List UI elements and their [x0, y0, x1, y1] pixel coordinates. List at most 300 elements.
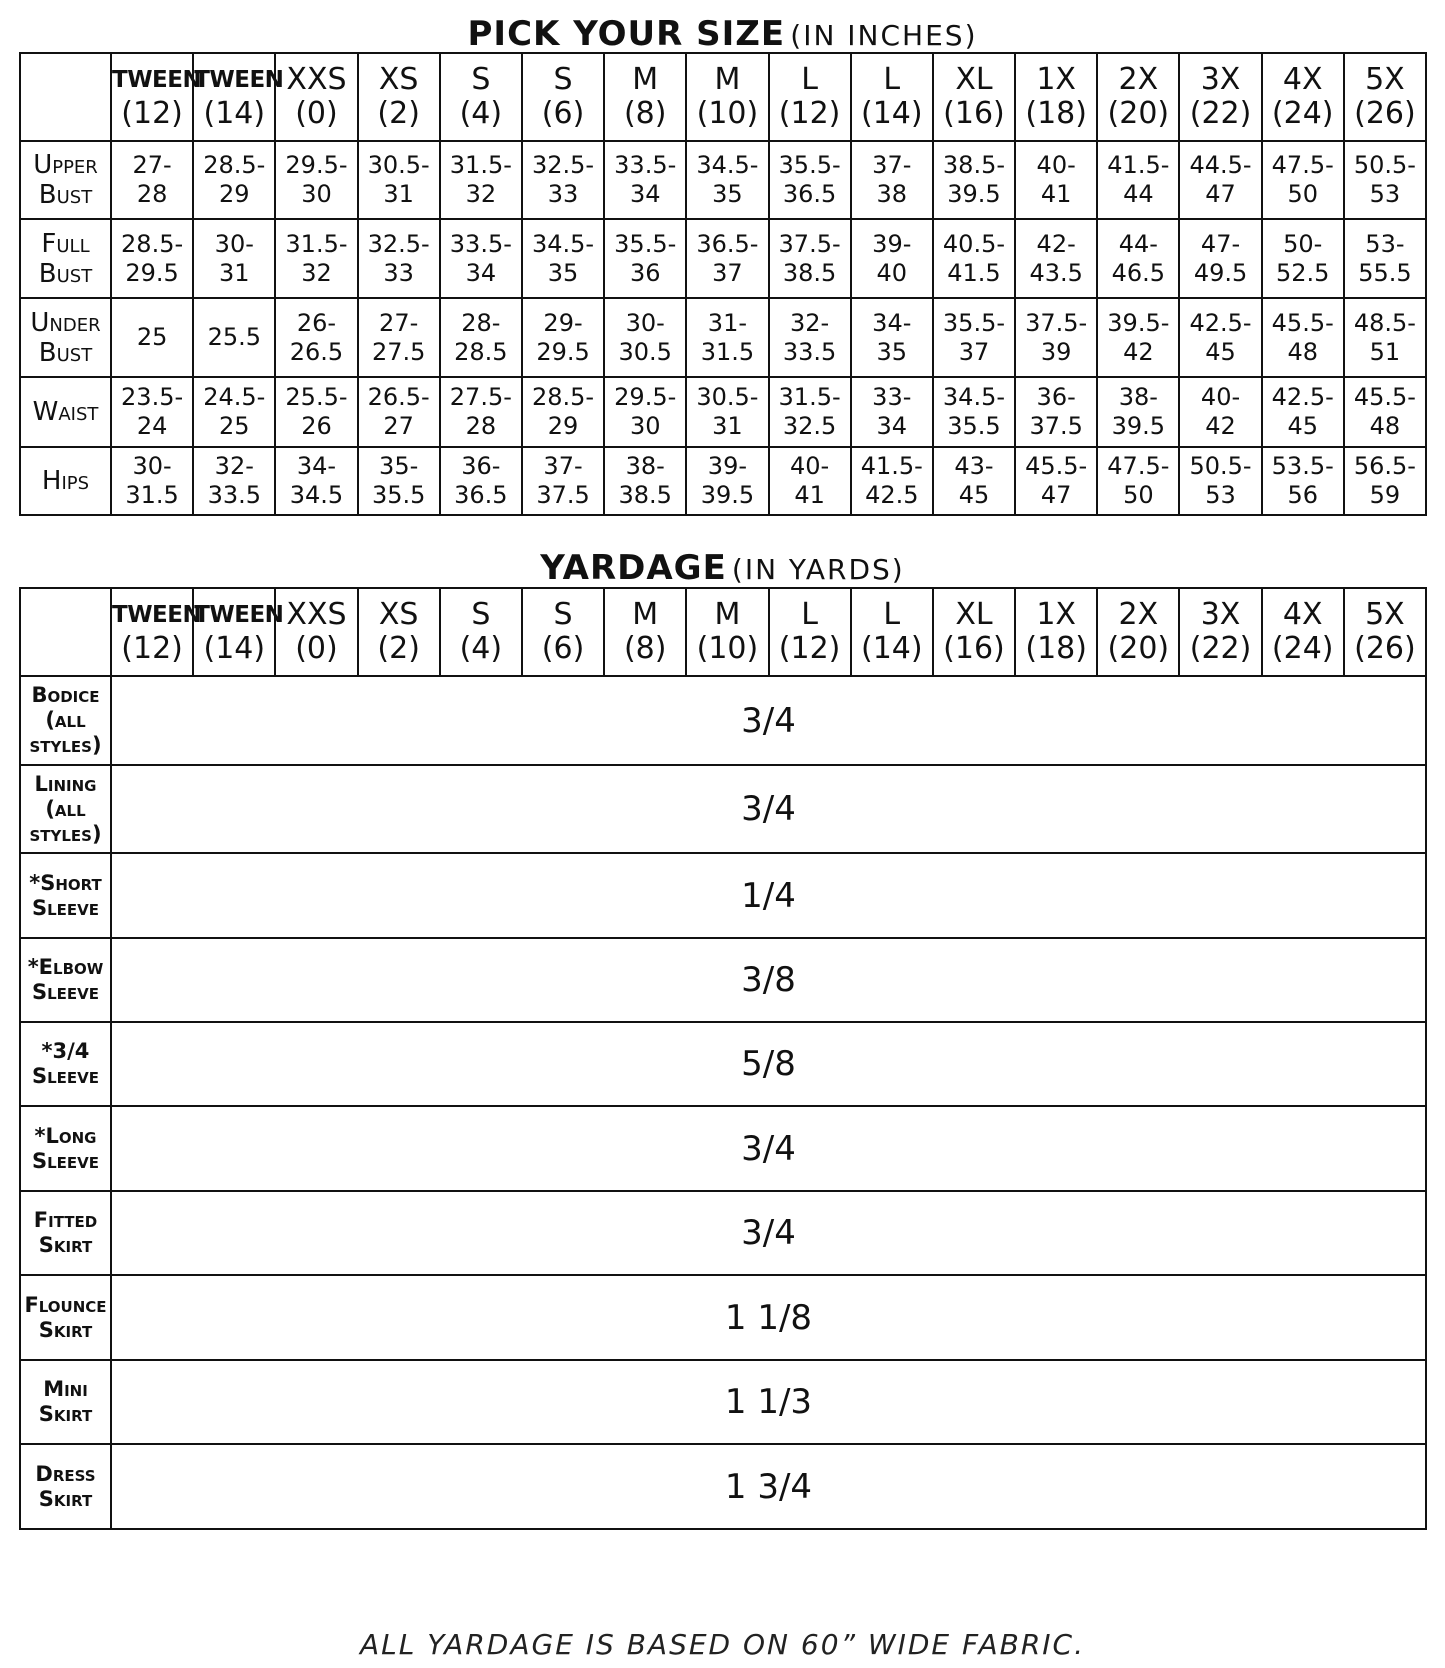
measurement-cell	[769, 141, 851, 219]
measurement-value: 34	[876, 412, 908, 440]
measurement-cell	[769, 447, 851, 515]
measurement-cell	[933, 377, 1015, 447]
size-chart-size-header	[851, 53, 933, 141]
size-chart-size-header	[275, 53, 357, 141]
size-chart-size-header	[1015, 53, 1097, 141]
yardage-value: 1/4	[111, 853, 1426, 938]
measurement-value: 35.5-	[614, 229, 677, 258]
measurement-label	[20, 141, 111, 219]
measurement-value: 48	[1369, 412, 1401, 440]
yardage-row	[20, 1360, 1426, 1444]
measurement-value: 37-	[872, 151, 912, 179]
measurement-value: 33.5	[207, 481, 261, 509]
size-number: (8)	[623, 631, 667, 666]
measurement-value: 48.5-	[1353, 308, 1416, 337]
measurement-value: 41.5-	[1107, 151, 1170, 179]
measurement-cell	[604, 298, 686, 377]
yardage-label	[20, 1275, 111, 1360]
measurement-value: 42-	[1036, 229, 1076, 258]
measurement-value: 40	[876, 258, 908, 287]
measurement-value: 40-	[1200, 383, 1241, 411]
measurement-cell	[1262, 219, 1344, 298]
measurement-value: 32-	[789, 308, 830, 337]
yardage-label	[20, 1106, 111, 1191]
yardage-size-header	[686, 588, 768, 676]
measurement-cell	[275, 447, 357, 515]
yardage-label	[20, 676, 111, 765]
measurement-value: 31	[383, 180, 414, 208]
yardage-size-header	[851, 588, 933, 676]
size-name: XL	[955, 597, 993, 632]
size-number: (12)	[121, 631, 183, 666]
measurement-value: 37.5-	[1025, 308, 1088, 337]
measurement-value: 49.5	[1193, 258, 1248, 287]
measurement-value: 45	[1205, 337, 1236, 366]
size-number: (10)	[696, 96, 759, 131]
size-name: S	[471, 62, 491, 97]
size-number: (24)	[1271, 96, 1334, 131]
measurement-value: 50	[1123, 481, 1154, 509]
measurement-value: 34.5-	[531, 229, 595, 258]
measurement-cell	[193, 298, 275, 377]
size-chart-size-header	[193, 53, 284, 141]
measurement-value: 34	[465, 258, 497, 287]
size-name: XL	[955, 62, 993, 97]
measurement-value: 29.5	[536, 337, 590, 366]
size-chart-table	[19, 52, 1427, 516]
measurement-value: 30.5-	[367, 151, 430, 179]
measurement-cell	[933, 298, 1015, 377]
measurement-value: 29.5-	[285, 151, 348, 179]
measurement-value: 39-	[872, 229, 912, 258]
yardage-value: 3/4	[111, 676, 1426, 765]
yardage-size-header	[193, 588, 284, 676]
measurement-cell	[1344, 298, 1426, 377]
measurement-value: 31	[712, 412, 743, 440]
measurement-cell	[686, 447, 768, 515]
measurement-value: 28.5-	[203, 151, 266, 179]
size-chart-heading: PICK YOUR SIZE	[467, 14, 786, 54]
size-name: 2X	[1118, 62, 1159, 97]
yardage-value: 1 3/4	[111, 1444, 1426, 1529]
measurement-cell	[522, 377, 604, 447]
measurement-value: 56	[1287, 481, 1318, 509]
measurement-value: 37.5	[1029, 412, 1083, 440]
measurement-cell	[1179, 377, 1261, 447]
measurement-cell	[933, 447, 1015, 515]
yardage-row	[20, 1275, 1426, 1360]
measurement-cell	[769, 219, 851, 298]
size-number: (12)	[778, 631, 841, 666]
yardage-size-header	[769, 588, 851, 676]
yardage-label-line: Flounce	[24, 1292, 107, 1317]
measurement-value: 31.5	[125, 481, 179, 509]
measurement-cell	[275, 141, 357, 219]
yardage-label	[20, 853, 111, 938]
measurement-value: 38	[876, 180, 908, 208]
measurement-cell	[686, 298, 768, 377]
yardage-row	[20, 676, 1426, 765]
yardage-row	[20, 765, 1426, 853]
measurement-value: 31	[219, 258, 250, 287]
measurement-value: 37.5	[536, 481, 590, 509]
measurement-cell	[275, 219, 357, 298]
measurement-value: 31.5-	[285, 229, 348, 258]
yardage-label-line: styles)	[29, 821, 102, 846]
yardage-label-line: styles)	[29, 733, 102, 757]
size-name: 4X	[1282, 597, 1323, 632]
measurement-value: 44	[1123, 180, 1154, 208]
measurement-cell	[1262, 447, 1344, 515]
measurement-value: 32.5	[782, 412, 837, 440]
measurement-value: 34-	[872, 308, 912, 337]
measurement-value: 42	[1123, 337, 1154, 366]
yardage-size-header	[1344, 588, 1426, 676]
measurement-value: 34.5	[289, 481, 344, 509]
measurement-value: 35	[547, 258, 579, 287]
measurement-value: 23.5-	[121, 383, 184, 411]
yardage-value: 5/8	[111, 1022, 1426, 1106]
measurement-cell	[358, 141, 440, 219]
measurement-cell	[1097, 298, 1179, 377]
measurement-cell	[358, 447, 440, 515]
measurement-cell	[358, 219, 440, 298]
yardage-size-header	[1015, 588, 1097, 676]
measurement-value: 53	[1369, 180, 1401, 208]
measurement-value: 27-	[132, 151, 172, 179]
measurement-value: 45	[958, 481, 990, 509]
size-number: (0)	[295, 96, 338, 131]
yardage-heading: YARDAGE	[540, 548, 727, 588]
yardage-row	[20, 1444, 1426, 1529]
measurement-value: 31.5-	[778, 383, 841, 411]
measurement-value: 39.5-	[1107, 308, 1170, 337]
size-name: XS	[378, 62, 419, 97]
measurement-value: 32	[465, 180, 497, 208]
size-number: (26)	[1354, 96, 1416, 131]
measurement-cell	[1179, 219, 1261, 298]
measurement-cell	[1179, 298, 1261, 377]
measurement-value: 24.5-	[203, 383, 266, 411]
size-name: L	[801, 597, 818, 632]
size-chart-size-header	[1097, 53, 1179, 141]
measurement-cell	[1344, 219, 1426, 298]
measurement-value: 34	[629, 180, 661, 208]
measurement-label-line: Under	[30, 307, 101, 338]
measurement-value: 36.5	[454, 481, 508, 509]
size-chart-size-header	[1179, 53, 1261, 141]
size-name: L	[801, 62, 818, 97]
measurement-value: 37-	[543, 452, 583, 480]
size-chart-size-header	[111, 53, 202, 141]
measurement-value: 45.5-	[1353, 383, 1416, 411]
measurement-value: 53.5-	[1271, 452, 1334, 480]
yardage-label	[20, 938, 111, 1022]
measurement-value: 39.5	[1111, 412, 1166, 440]
measurement-value: 31-	[707, 308, 747, 337]
yardage-row	[20, 853, 1426, 938]
measurement-value: 37	[712, 258, 743, 287]
size-name: 1X	[1036, 597, 1076, 632]
size-name: L	[883, 62, 901, 97]
size-name: TWEEN	[194, 67, 284, 93]
yardage-size-header	[440, 588, 522, 676]
measurement-value: 24	[136, 412, 168, 440]
size-number: (4)	[459, 96, 503, 131]
measurement-cell	[686, 377, 768, 447]
measurement-value: 35-	[379, 452, 419, 480]
measurement-value: 27.5-	[449, 383, 512, 411]
yardage-size-header	[522, 588, 604, 676]
measurement-value: 29	[547, 412, 579, 440]
size-name: S	[471, 597, 491, 632]
measurement-value: 38-	[1118, 383, 1158, 411]
measurement-cell	[1015, 377, 1097, 447]
measurement-value: 28.5	[454, 337, 508, 366]
size-name: M	[632, 62, 659, 97]
measurement-value: 47	[1205, 180, 1236, 208]
measurement-value: 37	[958, 337, 990, 366]
yardage-value: 3/4	[111, 1191, 1426, 1275]
measurement-value: 35	[712, 180, 743, 208]
measurement-value: 32-	[214, 452, 254, 480]
yardage-table	[19, 587, 1427, 1530]
measurement-value: 55.5	[1358, 258, 1412, 287]
yardage-size-header	[1097, 588, 1179, 676]
size-name: S	[553, 597, 573, 632]
measurement-value: 45.5-	[1271, 308, 1334, 337]
measurement-value: 38.5	[782, 258, 837, 287]
measurement-value: 39.5	[700, 481, 755, 509]
measurement-label-line: Bust	[38, 180, 93, 210]
measurement-value: 42	[1205, 412, 1236, 440]
yardage-value: 3/4	[111, 1106, 1426, 1191]
yardage-label-line: *Elbow	[27, 955, 104, 979]
measurement-value: 42.5	[865, 481, 919, 509]
measurement-cell	[1344, 141, 1426, 219]
yardage-label	[20, 1191, 111, 1275]
measurement-cell	[1015, 447, 1097, 515]
measurement-cell	[193, 141, 275, 219]
measurement-cell	[440, 447, 522, 515]
measurement-cell	[1179, 141, 1261, 219]
measurement-value: 30-	[625, 308, 665, 337]
measurement-value: 33-	[872, 383, 912, 411]
yardage-label-line: *3/4	[41, 1039, 90, 1063]
measurement-row	[20, 298, 1426, 377]
measurement-cell	[769, 298, 851, 377]
measurement-value: 59	[1369, 481, 1401, 509]
measurement-value: 51	[1369, 337, 1401, 366]
size-chart-size-header	[1344, 53, 1426, 141]
yardage-label-line: Skirt	[38, 1402, 93, 1426]
measurement-value: 35.5	[371, 481, 426, 509]
measurement-value: 37.5-	[778, 229, 841, 258]
size-name: 1X	[1036, 62, 1076, 97]
size-number: (6)	[541, 631, 585, 666]
measurement-cell	[111, 141, 193, 219]
size-number: (14)	[203, 631, 266, 666]
yardage-size-header	[604, 588, 686, 676]
measurement-value: 29.5-	[614, 383, 677, 411]
measurement-cell	[440, 298, 522, 377]
size-header-row	[20, 53, 1426, 141]
measurement-value: 35.5	[947, 412, 1001, 440]
measurement-value: 40.5-	[942, 229, 1006, 258]
measurement-cell	[111, 377, 193, 447]
measurement-cell	[522, 219, 604, 298]
measurement-value: 31.5	[700, 337, 755, 366]
measurement-cell	[1262, 141, 1344, 219]
measurement-cell	[440, 141, 522, 219]
measurement-label-line: Bust	[38, 337, 93, 368]
yardage-label-line: Dress	[35, 1461, 96, 1486]
yardage-value: 1 1/8	[111, 1275, 1426, 1360]
measurement-value: 26	[301, 412, 332, 440]
measurement-value: 32.5-	[531, 151, 595, 179]
measurement-cell	[1015, 298, 1097, 377]
measurement-value: 30	[301, 180, 332, 208]
size-name: M	[714, 62, 741, 97]
measurement-row	[20, 141, 1426, 219]
measurement-cell	[193, 377, 275, 447]
measurement-cell	[933, 141, 1015, 219]
size-name: TWEEN	[112, 602, 202, 628]
measurement-cell	[1262, 377, 1344, 447]
measurement-cell	[604, 447, 686, 515]
size-name: 5X	[1365, 62, 1405, 97]
yardage-row	[20, 1106, 1426, 1191]
size-name: 5X	[1365, 597, 1405, 632]
measurement-value: 35.5-	[942, 308, 1006, 337]
measurement-cell	[1344, 377, 1426, 447]
measurement-value: 30.5-	[696, 383, 759, 411]
measurement-cell	[440, 377, 522, 447]
measurement-value: 26-	[296, 308, 337, 337]
size-name: M	[714, 597, 741, 632]
measurement-cell	[1015, 219, 1097, 298]
measurement-value: 34-	[296, 452, 337, 480]
measurement-cell	[851, 219, 933, 298]
size-number: (14)	[203, 96, 266, 131]
measurement-value: 33.5	[782, 337, 837, 366]
yardage-label-line: Fitted	[33, 1208, 98, 1232]
measurement-value: 46.5	[1111, 258, 1166, 287]
measurement-value: 43.5	[1029, 258, 1083, 287]
measurement-value: 52.5	[1276, 258, 1330, 287]
size-chart-title	[0, 14, 1445, 54]
measurement-value: 33	[383, 258, 414, 287]
size-name: 3X	[1200, 62, 1241, 97]
measurement-label-line: Full	[41, 228, 90, 259]
measurement-value: 29.5	[125, 258, 179, 287]
measurement-value: 41	[794, 481, 825, 509]
yardage-label-line: Sleeve	[31, 980, 100, 1004]
measurement-cell	[111, 447, 193, 515]
size-name: L	[883, 597, 901, 632]
size-chart-size-header	[604, 53, 686, 141]
size-chart-size-header	[769, 53, 851, 141]
yardage-size-header	[933, 588, 1015, 676]
yardage-corner-cell	[20, 588, 111, 676]
measurement-row	[20, 219, 1426, 298]
measurement-value: 42.5-	[1189, 308, 1252, 337]
measurement-cell	[1179, 447, 1261, 515]
yardage-size-header	[1179, 588, 1261, 676]
yardage-label-line: Skirt	[38, 1486, 93, 1511]
measurement-value: 32.5-	[367, 229, 430, 258]
measurement-label-line: Bust	[38, 258, 93, 289]
measurement-value: 25.5	[207, 323, 261, 351]
measurement-value: 25	[136, 323, 168, 351]
size-chart-unit: (IN INCHES)	[790, 19, 978, 52]
measurement-cell	[686, 219, 768, 298]
measurement-value: 50.5-	[1189, 452, 1252, 480]
yardage-header-row	[20, 588, 1426, 676]
measurement-value: 39	[1040, 337, 1072, 366]
size-number: (20)	[1107, 631, 1170, 666]
size-chart-size-header	[933, 53, 1015, 141]
measurement-row	[20, 447, 1426, 515]
measurement-cell	[851, 447, 933, 515]
size-number: (12)	[121, 96, 183, 131]
measurement-value: 36.5-	[696, 229, 759, 258]
measurement-value: 47-	[1200, 229, 1241, 258]
size-number: (2)	[377, 631, 420, 666]
measurement-cell	[1344, 447, 1426, 515]
size-number: (22)	[1189, 96, 1252, 131]
yardage-size-header	[1262, 588, 1344, 676]
yardage-label-line: (all	[45, 796, 86, 821]
size-number: (4)	[459, 631, 503, 666]
measurement-value: 29	[219, 180, 250, 208]
measurement-value: 36-	[461, 452, 501, 480]
yardage-label	[20, 1360, 111, 1444]
size-number: (14)	[860, 96, 923, 131]
yardage-label	[20, 1444, 111, 1529]
measurement-value: 56.5-	[1353, 452, 1416, 480]
measurement-value: 50	[1287, 180, 1318, 208]
measurement-cell	[193, 219, 275, 298]
measurement-cell	[522, 447, 604, 515]
yardage-title	[0, 548, 1445, 588]
size-number: (26)	[1354, 631, 1416, 666]
measurement-cell	[275, 377, 357, 447]
yardage-label-line: Sleeve	[31, 1064, 100, 1088]
measurement-label-line: Upper	[33, 150, 98, 180]
yardage-footnote: ALL YARDAGE IS BASED ON 60” WIDE FABRIC.	[359, 1628, 1086, 1661]
yardage-label-line: Skirt	[38, 1233, 93, 1257]
yardage-unit: (IN YARDS)	[731, 553, 905, 586]
size-number: (6)	[541, 96, 585, 131]
yardage-label-line: *Short	[29, 870, 102, 895]
measurement-row	[20, 377, 1426, 447]
yardage-label-line: *Long	[34, 1123, 97, 1148]
measurement-cell	[1097, 447, 1179, 515]
measurement-cell	[193, 447, 275, 515]
yardage-label-line: Mini	[43, 1377, 88, 1401]
measurement-value: 48	[1287, 337, 1318, 366]
size-name: 4X	[1282, 62, 1323, 97]
yardage-value: 1 1/3	[111, 1360, 1426, 1444]
measurement-value: 36-	[1036, 383, 1076, 411]
size-name: XXS	[286, 62, 347, 97]
measurement-value: 25.5-	[285, 383, 348, 411]
size-number: (8)	[623, 96, 667, 131]
measurement-cell	[686, 141, 768, 219]
measurement-value: 33.5-	[614, 151, 677, 179]
measurement-value: 40-	[789, 452, 830, 480]
